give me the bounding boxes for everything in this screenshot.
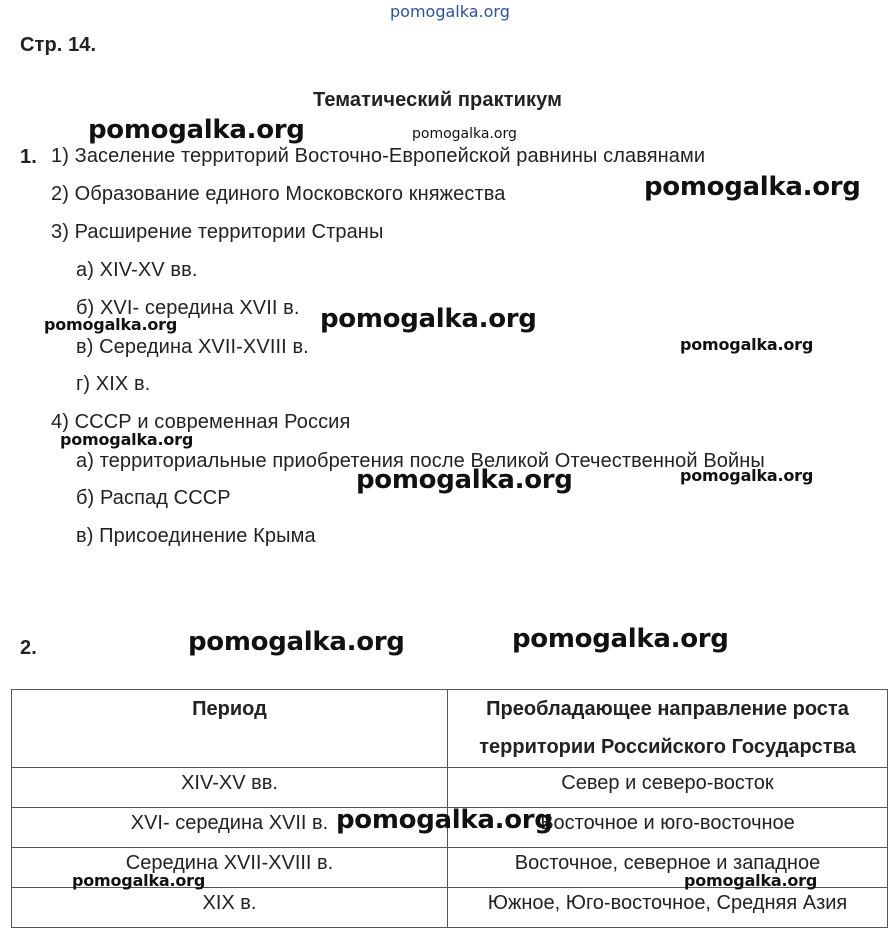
table-cell-direction: Восточное, северное и западное	[448, 848, 888, 888]
task1-item-1: 1) Заселение территорий Восточно-Европейской равнины славянами	[51, 145, 706, 167]
task1-item-4b: б) Распад СССР	[76, 487, 231, 509]
table-cell-period: XIV-XV вв.	[12, 768, 448, 808]
watermark: pomogalka.org	[680, 466, 814, 485]
watermark: pomogalka.org	[644, 172, 861, 202]
table-header-period: Период	[12, 690, 448, 768]
watermark-top: pomogalka.org	[390, 2, 510, 21]
task1-item-3b: б) XVI- середина XVII в.	[76, 297, 300, 319]
watermark: pomogalka.org	[44, 315, 178, 334]
page-title: Тематический практикум	[313, 89, 562, 111]
watermark: pomogalka.org	[188, 627, 405, 657]
table-row	[12, 768, 888, 808]
task1-item-3a: а) XIV-XV вв.	[76, 259, 198, 281]
watermark: pomogalka.org	[412, 126, 517, 142]
watermark: pomogalka.org	[512, 624, 729, 654]
page-label: Стр. 14.	[20, 34, 97, 56]
watermark: pomogalka.org	[72, 871, 206, 890]
task1-item-3c: в) Середина XVII-XVIII в.	[76, 336, 309, 358]
watermark: pomogalka.org	[88, 115, 305, 145]
table-cell-period: XVI- середина XVII в.	[12, 808, 448, 848]
watermark: pomogalka.org	[684, 871, 818, 890]
table-cell-direction: Север и северо-восток	[448, 768, 888, 808]
table-cell-period: Середина XVII-XVIII в.	[12, 848, 448, 888]
table-cell-direction: Восточное и юго-восточное	[448, 808, 888, 848]
watermark: pomogalka.org	[320, 304, 537, 334]
task2-number: 2.	[20, 637, 37, 659]
table-row	[12, 888, 888, 928]
watermark: pomogalka.org	[680, 335, 814, 354]
task1-item-4a: а) территориальные приобретения после Великой Отечественной Войны	[76, 450, 765, 472]
table-header-row	[12, 690, 888, 768]
watermark: pomogalka.org	[60, 430, 194, 449]
task1-item-3: 3) Расширение территории Страны	[51, 221, 384, 243]
task1-item-4: 4) СССР и современная Россия	[51, 411, 351, 433]
table-cell-period: XIX в.	[12, 888, 448, 928]
task1-number: 1.	[20, 146, 37, 168]
task1-item-4c: в) Присоединение Крыма	[76, 525, 316, 547]
table-cell-direction: Южное, Юго-восточное, Средняя Азия	[448, 888, 888, 928]
task1-item-3d: г) XIX в.	[76, 373, 151, 395]
table-header-direction: Преобладающее направление роста территории Российского Государства	[448, 690, 888, 768]
task1-item-2: 2) Образование единого Московского княжества	[51, 183, 506, 205]
watermark: pomogalka.org	[336, 805, 553, 835]
watermark: pomogalka.org	[356, 465, 573, 495]
